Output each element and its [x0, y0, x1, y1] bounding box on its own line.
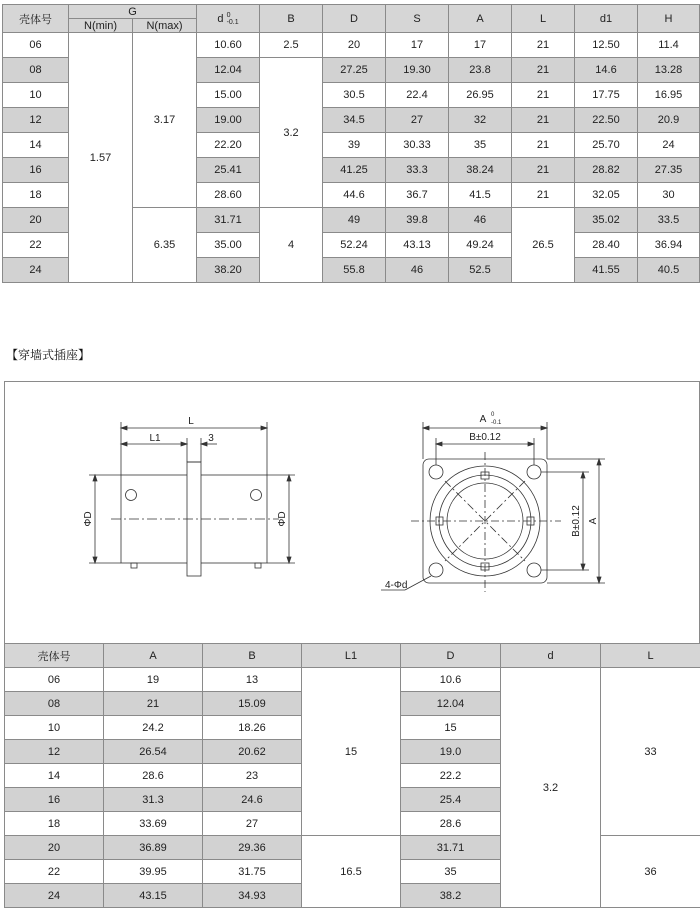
cell-shell: 12 [5, 740, 104, 764]
cell-a: 43.15 [104, 884, 203, 908]
header-d [197, 5, 260, 33]
cell-D: 35 [401, 860, 501, 884]
cell-D: 34.5 [323, 108, 386, 133]
dim-A-tol-upper: 0 [491, 412, 495, 418]
cell-a: 49.24 [449, 233, 512, 258]
cell-l-merged-a: 33 [601, 668, 700, 836]
cell-d1: 35.02 [575, 208, 638, 233]
cell-d: 22.20 [197, 133, 260, 158]
cell-l: 21 [512, 33, 575, 58]
header-l: L [512, 5, 575, 33]
section-title: 【穿墙式插座】 [6, 348, 91, 362]
cell-l: 21 [512, 183, 575, 208]
cell-a: 31.3 [104, 788, 203, 812]
cell-d: 31.71 [197, 208, 260, 233]
cell-b: 27 [203, 812, 302, 836]
cell-a: 23.8 [449, 58, 512, 83]
header-l: L [601, 644, 700, 668]
cell-D: 12.04 [401, 692, 501, 716]
cell-d: 28.60 [197, 183, 260, 208]
cell-d1: 41.55 [575, 258, 638, 283]
dim-4-phi-d: 4-Φd [385, 580, 408, 591]
cell-D: 31.71 [401, 836, 501, 860]
cell-shell: 18 [5, 812, 104, 836]
cell-h: 24 [638, 133, 700, 158]
cell-d1: 32.05 [575, 183, 638, 208]
dim-B-vertical: B±0.12 [571, 505, 582, 537]
dim-A: A [479, 414, 487, 425]
cell-a: 38.24 [449, 158, 512, 183]
cell-a: 39.95 [104, 860, 203, 884]
cell-shell: 12 [3, 108, 69, 133]
cell-shell: 16 [5, 788, 104, 812]
header-shell: 壳体号 [5, 644, 104, 668]
cell-D: 38.2 [401, 884, 501, 908]
cell-D: 27.25 [323, 58, 386, 83]
cell-shell: 06 [5, 668, 104, 692]
cell-shell: 22 [5, 860, 104, 884]
cell-D: 20 [323, 33, 386, 58]
cell-l: 21 [512, 83, 575, 108]
cell-h: 40.5 [638, 258, 700, 283]
cell-d1: 28.82 [575, 158, 638, 183]
cell-D: 52.24 [323, 233, 386, 258]
header-D: D [401, 644, 501, 668]
cell-s: 36.7 [386, 183, 449, 208]
cell-shell: 16 [3, 158, 69, 183]
spec-table-2 [4, 643, 700, 908]
side-view [89, 422, 295, 576]
cell-d: 10.60 [197, 33, 260, 58]
cell-a: 36.89 [104, 836, 203, 860]
dim-L: L [188, 416, 194, 427]
cell-a: 46 [449, 208, 512, 233]
cell-shell: 14 [3, 133, 69, 158]
cell-s: 39.8 [386, 208, 449, 233]
cell-shell: 24 [3, 258, 69, 283]
header-l1: L1 [302, 644, 401, 668]
cell-d: 35.00 [197, 233, 260, 258]
cell-a: 52.5 [449, 258, 512, 283]
cell-shell: 06 [3, 33, 69, 58]
side-pin-left [131, 563, 137, 568]
cell-shell: 24 [5, 884, 104, 908]
cell-b: 24.6 [203, 788, 302, 812]
cell-nmax-merged-b: 6.35 [133, 208, 197, 283]
cell-D: 49 [323, 208, 386, 233]
cell-b: 29.36 [203, 836, 302, 860]
dim-A-tol-lower: -0.1 [491, 420, 502, 426]
cell-h: 36.94 [638, 233, 700, 258]
cell-nmax-merged-a: 3.17 [133, 33, 197, 208]
cell-D: 30.5 [323, 83, 386, 108]
header-d-tolerance: 0 -0.1 [226, 11, 239, 26]
cell-h: 13.28 [638, 58, 700, 83]
cell-b: 13 [203, 668, 302, 692]
cell-h: 20.9 [638, 108, 700, 133]
cell-d: 12.04 [197, 58, 260, 83]
cell-d-merged: 3.2 [501, 668, 601, 908]
cell-h: 27.35 [638, 158, 700, 183]
cell-l-merged: 26.5 [512, 208, 575, 283]
cell-a: 32 [449, 108, 512, 133]
dim-B: B±0.12 [469, 432, 501, 443]
cell-D: 22.2 [401, 764, 501, 788]
cell-shell: 20 [5, 836, 104, 860]
cell-D: 15 [401, 716, 501, 740]
dim-L1: L1 [149, 433, 161, 444]
cell-l1-merged-b: 16.5 [302, 836, 401, 908]
cell-b: 15.09 [203, 692, 302, 716]
cell-s: 22.4 [386, 83, 449, 108]
cell-b-merged: 3.2 [260, 58, 323, 208]
cell-h: 16.95 [638, 83, 700, 108]
cell-l1-merged-a: 15 [302, 668, 401, 836]
cell-d1: 28.40 [575, 233, 638, 258]
header-h: H [638, 5, 700, 33]
cell-l: 21 [512, 108, 575, 133]
cell-a: 26.95 [449, 83, 512, 108]
cell-a: 17 [449, 33, 512, 58]
header-a: A [449, 5, 512, 33]
cell-D: 41.25 [323, 158, 386, 183]
cell-nmin-merged: 1.57 [69, 33, 133, 283]
cell-b: 23 [203, 764, 302, 788]
cell-d1: 25.70 [575, 133, 638, 158]
header-nmax: N(max) [133, 19, 197, 33]
cell-s: 43.13 [386, 233, 449, 258]
cell-shell: 10 [5, 716, 104, 740]
cell-b: 34.93 [203, 884, 302, 908]
cell-d1: 14.6 [575, 58, 638, 83]
cell-s: 33.3 [386, 158, 449, 183]
dim-phiD-right: ΦD [277, 511, 288, 527]
cell-D: 55.8 [323, 258, 386, 283]
cell-shell: 22 [3, 233, 69, 258]
header-g: G [69, 5, 197, 19]
cell-b: 20.62 [203, 740, 302, 764]
cell-D: 39 [323, 133, 386, 158]
header-d: d [501, 644, 601, 668]
drawing-svg [5, 382, 699, 644]
cell-s: 46 [386, 258, 449, 283]
cell-h: 11.4 [638, 33, 700, 58]
cell-a: 24.2 [104, 716, 203, 740]
cell-b: 18.26 [203, 716, 302, 740]
cell-D: 28.6 [401, 812, 501, 836]
cell-d1: 22.50 [575, 108, 638, 133]
cell-h: 33.5 [638, 208, 700, 233]
cell-d: 15.00 [197, 83, 260, 108]
cell-a: 28.6 [104, 764, 203, 788]
cell-shell: 08 [5, 692, 104, 716]
header-s: S [386, 5, 449, 33]
table-row [3, 33, 700, 58]
cell-shell: 14 [5, 764, 104, 788]
cell-shell: 18 [3, 183, 69, 208]
header-d1: d1 [575, 5, 638, 33]
header-nmin: N(min) [69, 19, 133, 33]
cell-a: 19 [104, 668, 203, 692]
cell-l: 21 [512, 58, 575, 83]
header-D: D [323, 5, 386, 33]
header-b: B [203, 644, 302, 668]
cell-d: 38.20 [197, 258, 260, 283]
header-b: B [260, 5, 323, 33]
cell-s: 30.33 [386, 133, 449, 158]
cell-shell: 20 [3, 208, 69, 233]
cell-a: 33.69 [104, 812, 203, 836]
dim-A-vertical: A [588, 517, 599, 525]
cell-D: 19.0 [401, 740, 501, 764]
cell-l: 21 [512, 158, 575, 183]
header-d-label: d [217, 12, 224, 25]
cell-shell: 10 [3, 83, 69, 108]
cell-s: 27 [386, 108, 449, 133]
cell-h: 30 [638, 183, 700, 208]
cell-l-merged-b: 36 [601, 836, 700, 908]
cell-l: 21 [512, 133, 575, 158]
cell-d: 19.00 [197, 108, 260, 133]
cell-d1: 12.50 [575, 33, 638, 58]
cell-a: 41.5 [449, 183, 512, 208]
cell-b-first: 2.5 [260, 33, 323, 58]
technical-drawing [4, 381, 700, 644]
dim-3: 3 [208, 433, 214, 444]
spec-table-1 [2, 4, 700, 283]
cell-shell: 08 [3, 58, 69, 83]
dim-phiD-left: ΦD [83, 511, 94, 527]
cell-b-last: 4 [260, 208, 323, 283]
cell-D: 10.6 [401, 668, 501, 692]
cell-s: 17 [386, 33, 449, 58]
cell-a: 26.54 [104, 740, 203, 764]
side-pin-right [255, 563, 261, 568]
cell-b: 31.75 [203, 860, 302, 884]
header-shell: 壳体号 [3, 5, 69, 33]
cell-a: 35 [449, 133, 512, 158]
header-a: A [104, 644, 203, 668]
cell-a: 21 [104, 692, 203, 716]
cell-D: 25.4 [401, 788, 501, 812]
cell-d: 25.41 [197, 158, 260, 183]
table-row [5, 668, 700, 692]
cell-s: 19.30 [386, 58, 449, 83]
cell-d1: 17.75 [575, 83, 638, 108]
cell-D: 44.6 [323, 183, 386, 208]
